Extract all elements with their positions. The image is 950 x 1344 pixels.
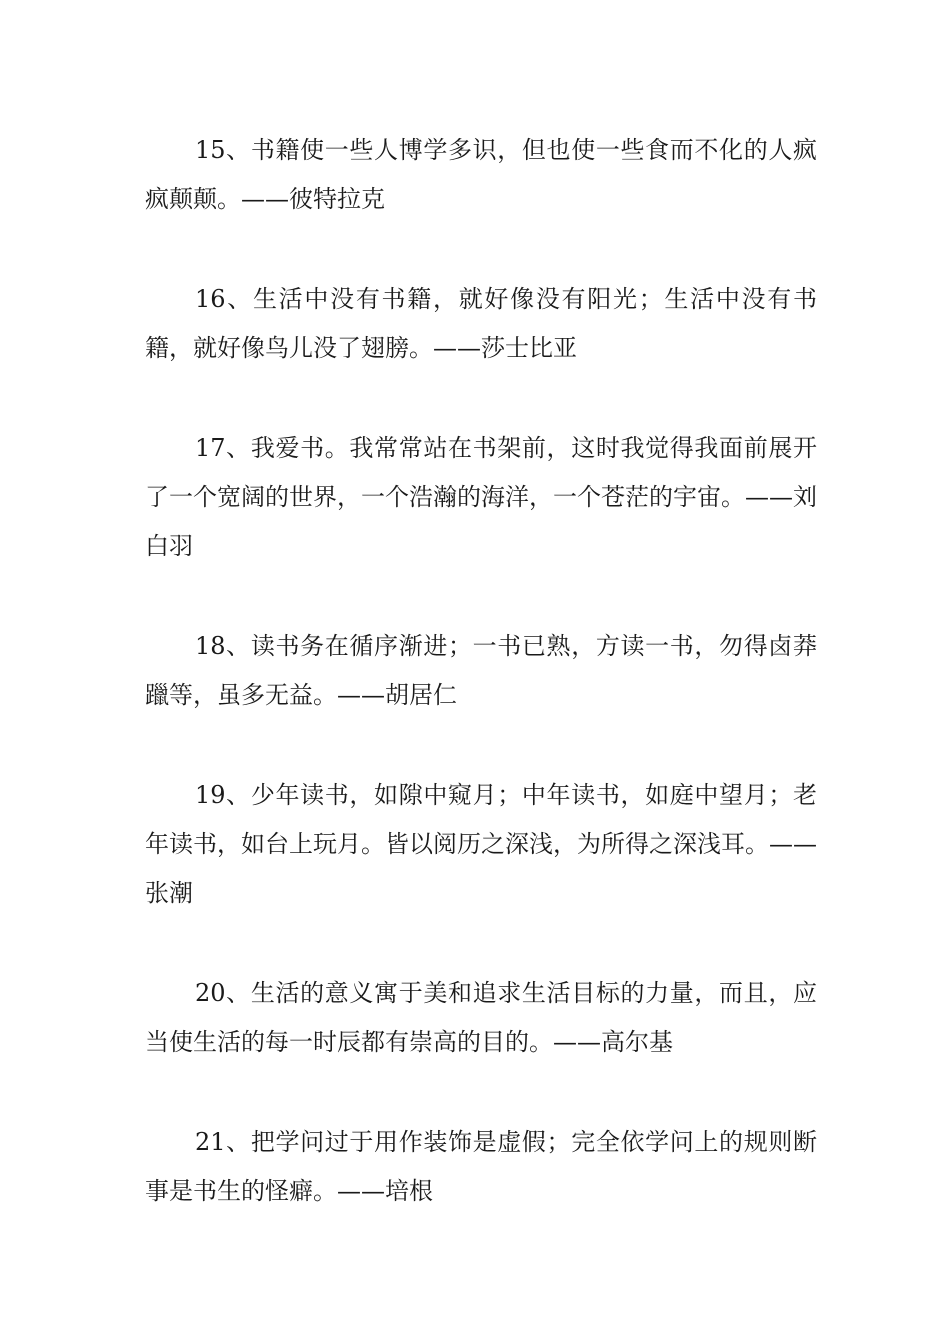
quote-paragraph: 17、我爱书。我常常站在书架前，这时我觉得我面前展开了一个宽阔的世界，一个浩瀚的海洋，一个苍茫的宇宙。——刘白羽	[145, 434, 817, 560]
quote-paragraph: 19、少年读书，如隙中窥月；中年读书，如庭中望月；老年读书，如台上玩月。皆以阅历之深浅，为所得之深浅耳。——张潮	[145, 781, 817, 907]
quote-paragraph: 21、把学问过于用作装饰是虚假；完全依学问上的规则断事是书生的怪癖。——培根	[145, 1128, 817, 1205]
quote-paragraph: 20、生活的意义寓于美和追求生活目标的力量，而且，应当使生活的每一时辰都有崇高的目的。——高尔基	[145, 979, 817, 1056]
quote-paragraph: 15、书籍使一些人博学多识，但也使一些食而不化的人疯疯颠颠。——彼特拉克	[145, 136, 817, 213]
quote-paragraph: 18、读书务在循序渐进；一书已熟，方读一书，勿得卤莽躐等，虽多无益。——胡居仁	[145, 632, 817, 709]
quote-paragraph: 16、生活中没有书籍，就好像没有阳光；生活中没有书籍，就好像鸟儿没了翅膀。——莎士比亚	[145, 285, 817, 362]
